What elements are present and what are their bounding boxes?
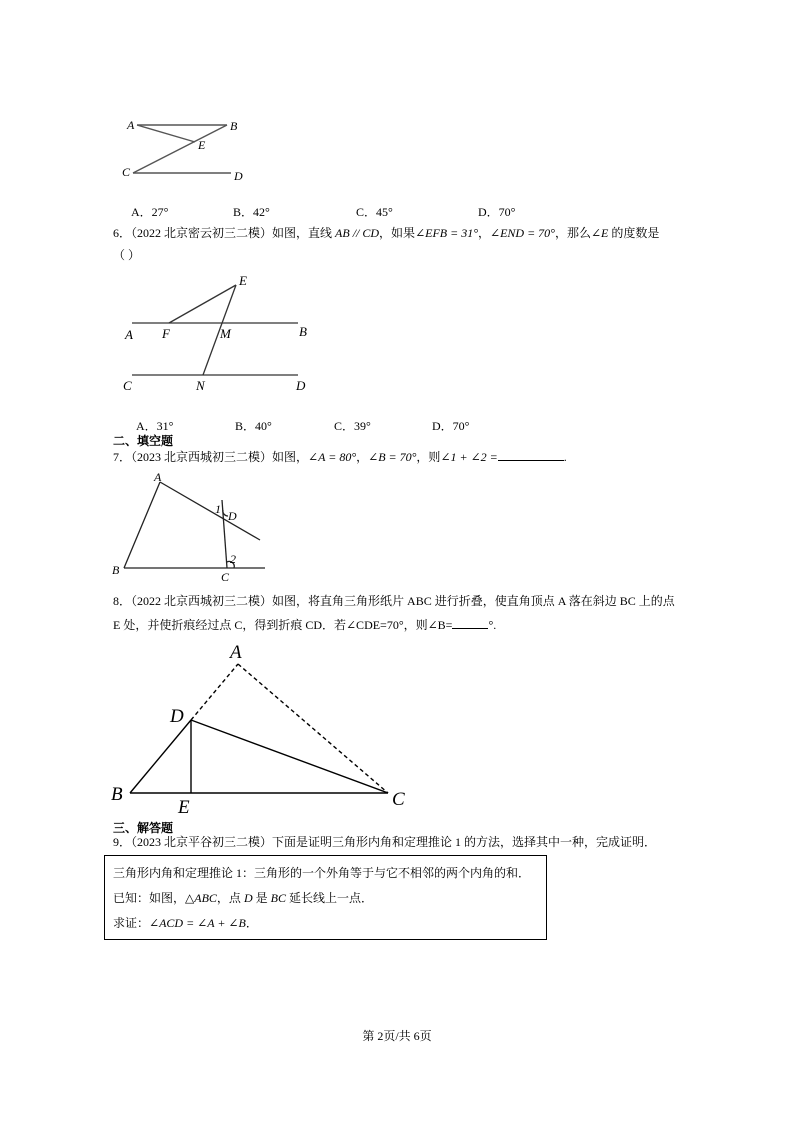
q6-option-a: A．31° xyxy=(136,419,174,433)
label-D: D xyxy=(296,378,306,393)
box-point-d: D xyxy=(243,891,253,905)
section-answer-heading: 三、解答题 xyxy=(113,821,174,835)
label-1: 1 xyxy=(215,502,221,516)
q6-sep: ， xyxy=(478,226,491,240)
q6-angle-e: ∠E xyxy=(591,226,609,240)
q6-paren: （ ） xyxy=(113,248,141,262)
q8-source: （2022 北京西城初三二模） xyxy=(131,594,273,608)
q7-ask: ∠1 + ∠2 = xyxy=(440,450,498,464)
label-C: C xyxy=(221,570,230,584)
q8-line1-text: 如图，将直角三角形纸片 ABC 进行折叠，使直角顶点 A 落在斜边 BC 上的点 xyxy=(272,594,675,608)
q8-line2-text: E 处，并使折痕经过点 C，得到折痕 CD．若∠CDE=70°，则∠B= xyxy=(113,618,453,632)
label-C: C xyxy=(392,789,405,810)
q9-source: （2023 北京平谷初三二模） xyxy=(131,835,273,849)
figure-q6 xyxy=(120,272,320,396)
box-segment-bc: BC xyxy=(270,891,286,905)
q6-source: （2022 北京密云初三二模） xyxy=(131,226,273,240)
q7-given-b: ∠B = 70° xyxy=(368,450,417,464)
q6-text-c: ，那么 xyxy=(554,226,591,240)
q9-stem xyxy=(113,831,656,853)
box-line3-a: 求证： xyxy=(113,916,150,930)
figure-q5 xyxy=(120,112,250,184)
q6-option-c: C．39° xyxy=(334,419,371,433)
q8-answer-blank[interactable] xyxy=(452,628,488,629)
q7-text-b: ，则 xyxy=(416,450,441,464)
label-A: A xyxy=(154,470,162,484)
label-C: C xyxy=(122,165,131,179)
q6-text-b: ，如果 xyxy=(379,226,416,240)
box-line2-b: ，点 xyxy=(216,891,244,905)
label-E: E xyxy=(178,797,190,818)
q6-number: 6． xyxy=(113,226,132,240)
q5-option-b: B．42° xyxy=(233,205,270,219)
label-A: A xyxy=(127,118,135,132)
label-B: B xyxy=(230,119,238,133)
q9-theorem-box xyxy=(104,855,547,940)
q5-option-a: A．27° xyxy=(131,205,169,219)
figure-q8 xyxy=(108,638,418,818)
label-A: A xyxy=(230,642,242,663)
q6-text-d: 的度数是 xyxy=(608,226,660,240)
q6-text-a: 如图，直线 xyxy=(272,226,336,240)
section-fill-in-heading: 二、填空题 xyxy=(113,434,174,448)
q6-stem xyxy=(113,222,659,244)
box-line2-d: 延长线上一点． xyxy=(285,891,373,905)
q7-given-a: ∠A = 80° xyxy=(308,450,357,464)
label-M: M xyxy=(220,326,231,341)
q6-option-b: B．40° xyxy=(235,419,272,433)
page-footer: 第 2页/共 6页 xyxy=(362,1029,432,1043)
q8-line1 xyxy=(113,590,675,612)
box-equation: ∠ACD = ∠A + ∠B xyxy=(149,916,246,930)
q7-answer-blank[interactable] xyxy=(498,460,564,461)
q6-option-d: D．70° xyxy=(432,419,470,433)
label-F: F xyxy=(162,326,170,341)
q9-text: 下面是证明三角形内角和定理推论 1 的方法，选择其中一种，完成证明． xyxy=(272,835,657,849)
label-B: B xyxy=(111,784,123,805)
q8-line2-end: °. xyxy=(488,618,497,632)
figure-q7 xyxy=(110,470,270,585)
label-D: D xyxy=(234,169,243,183)
q7-text-a: 如图， xyxy=(272,450,309,464)
label-2: 2 xyxy=(230,552,236,566)
box-line2-c: 是 xyxy=(252,891,271,905)
q7-stem xyxy=(113,446,567,468)
q7-end: . xyxy=(563,450,567,464)
box-line-3 xyxy=(113,914,258,931)
q6-ab-cd: AB // CD xyxy=(335,226,380,240)
q6-angle-efb: ∠EFB = 31° xyxy=(415,226,479,240)
q7-source: （2023 北京西城初三二模） xyxy=(131,450,273,464)
label-B: B xyxy=(299,324,307,339)
q5-option-c: C．45° xyxy=(356,205,393,219)
label-E: E xyxy=(239,273,247,288)
label-D: D xyxy=(170,706,184,727)
q9-number: 9． xyxy=(113,835,132,849)
box-line-2 xyxy=(113,889,373,906)
label-B: B xyxy=(112,563,120,577)
q5-option-d: D．70° xyxy=(478,205,516,219)
label-N: N xyxy=(196,378,205,393)
box-triangle: △ABC xyxy=(185,891,217,905)
label-D: D xyxy=(228,509,237,523)
box-line-1: 三角形内角和定理推论 1：三角形的一个外角等于与它不相邻的两个内角的和． xyxy=(113,866,531,880)
label-E: E xyxy=(198,138,206,152)
q6-angle-end: ∠END = 70° xyxy=(490,226,555,240)
label-A: A xyxy=(125,327,133,342)
q8-line2 xyxy=(113,614,496,636)
label-C: C xyxy=(123,378,132,393)
q7-sep: ， xyxy=(356,450,369,464)
box-line2-a: 已知：如图， xyxy=(113,891,186,905)
box-line3-b: ． xyxy=(245,916,258,930)
q8-number: 8． xyxy=(113,594,132,608)
q7-number: 7． xyxy=(113,450,132,464)
